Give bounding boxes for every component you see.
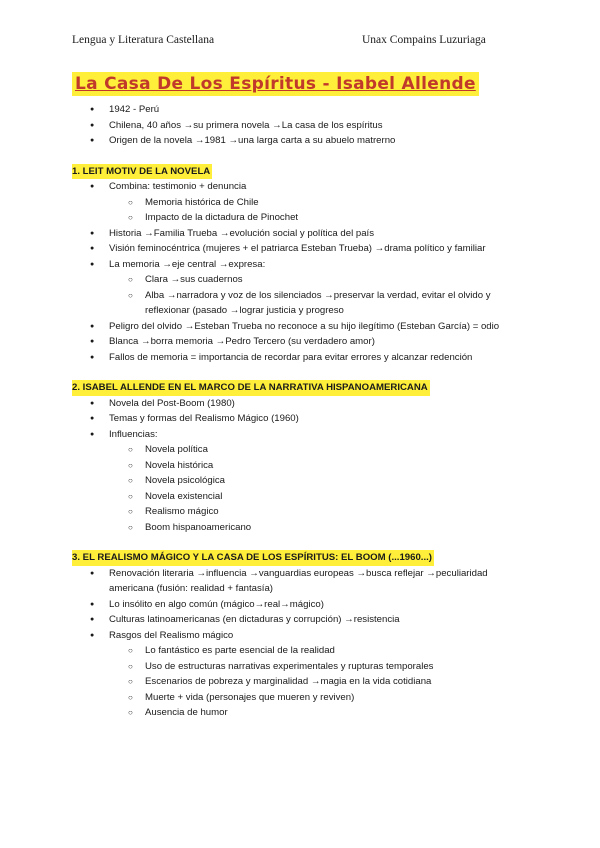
bullet-icon: ● — [90, 569, 95, 577]
bullet-icon: ● — [90, 338, 95, 345]
sub-list-item: ○ Novela existencial — [72, 489, 528, 505]
circle-bullet-icon: ○ — [128, 491, 133, 501]
section-3 — [72, 550, 528, 566]
circle-bullet-icon: ○ — [128, 476, 133, 485]
sub-list-item: ○ Realismo mágico — [72, 504, 528, 520]
section-2-list — [72, 396, 528, 536]
sub-list-item: ○ Ausencia de humor — [72, 705, 528, 721]
bullet-icon: ● — [90, 106, 95, 113]
section-1 — [72, 164, 528, 180]
list-item: ● Blanca →borra memoria →Pedro Tercero (su verdadero amor) — [72, 334, 528, 350]
bullet-icon: ● — [90, 600, 95, 608]
section-heading: 2. ISABEL ALLENDE EN EL MARCO DE LA NARRATIVA HISPANOAMERICANA — [72, 380, 430, 396]
bullet-icon: ● — [90, 229, 95, 237]
sub-list-item: ○ Novela política — [72, 442, 528, 458]
list-item: ● Temas y formas del Realismo Mágico (1960) — [72, 411, 528, 427]
circle-bullet-icon: ○ — [128, 661, 133, 671]
sub-list-item: ○ Escenarios de pobreza y marginalidad →magia en la vida cotidiana — [72, 674, 528, 690]
section-heading: 3. EL REALISMO MÁGICO Y LA CASA DE LOS ESPÍRITUS: EL BOOM (...1960...) — [72, 550, 434, 566]
circle-bullet-icon: ○ — [128, 708, 133, 717]
list-item: ● Visión feminocéntrica (mujeres + el patriarca Esteban Trueba) →drama político y familiar — [72, 241, 528, 257]
page-header — [72, 34, 528, 50]
header-author: Unax Compains Luzuriaga — [362, 34, 486, 46]
list-item: ● La memoria →eje central →expresa: — [72, 257, 528, 273]
sub-list-item: ○ Novela psicológica — [72, 473, 528, 489]
list-item: ● Origen de la novela →1981 →una larga carta a su abuelo matrerno — [72, 133, 528, 149]
circle-bullet-icon: ○ — [128, 507, 133, 516]
sub-list-item: ○ Clara →sus cuadernos — [72, 272, 528, 288]
list-item: ● Influencias: — [72, 427, 528, 443]
list-item: ● Historia →Familia Trueba →evolución social y política del país — [72, 226, 528, 242]
sub-list-item: ○ Muerte + vida (personajes que mueren y reviven) — [72, 690, 528, 706]
sub-list-item: ○ Alba →narradora y voz de los silenciados →preservar la verdad, evitar el olvido y reflexionar (pasado →lograr justicia y progreso — [128, 289, 491, 316]
circle-bullet-icon: ○ — [128, 646, 133, 655]
circle-bullet-icon: ○ — [128, 677, 133, 686]
list-item: ● Chilena, 40 años →su primera novela →La casa de los espíritus — [72, 118, 528, 134]
circle-bullet-icon: ○ — [128, 213, 133, 222]
bullet-icon: ● — [90, 121, 95, 129]
sub-list-item: ○ Uso de estructuras narrativas experimentales y rupturas temporales — [72, 659, 528, 675]
list-item: ● Fallos de memoria = importancia de recordar para evitar errores y alcanzar redención — [72, 350, 528, 366]
bullet-icon: ● — [90, 616, 95, 623]
document-body — [72, 102, 528, 721]
list-item: ● Lo insólito en algo común (mágico→real→mágico) — [72, 597, 528, 613]
list-item: ● Novela del Post-Boom (1980) — [72, 396, 528, 412]
circle-bullet-icon: ○ — [128, 460, 133, 470]
section-2 — [72, 380, 528, 396]
circle-bullet-icon: ○ — [128, 692, 133, 702]
intro-list — [72, 102, 528, 149]
sub-list-item: ○ Novela histórica — [72, 458, 528, 474]
list-item: ● 1942 - Perú — [72, 102, 528, 118]
list-item: ● Peligro del olvido →Esteban Trueba no reconoce a su hijo ilegítimo (Esteban García) = odio — [72, 319, 528, 335]
bullet-icon: ● — [90, 137, 95, 144]
bullet-icon: ● — [90, 430, 95, 438]
section-3-list — [72, 566, 528, 721]
sub-list-item: ○ Memoria histórica de Chile — [72, 195, 528, 211]
circle-bullet-icon: ○ — [128, 522, 133, 532]
circle-bullet-icon: ○ — [128, 445, 133, 454]
sub-list-item: ○ Boom hispanoamericano — [72, 520, 528, 536]
circle-bullet-icon: ○ — [128, 197, 133, 207]
document-title: La Casa De Los Espíritus - Isabel Allende — [72, 72, 479, 96]
list-item: ● Combina: testimonio + denuncia — [72, 179, 528, 195]
header-subject: Lengua y Literatura Castellana — [72, 34, 215, 46]
bullet-icon: ● — [90, 353, 95, 361]
bullet-icon: ● — [90, 322, 95, 330]
circle-bullet-icon: ○ — [128, 290, 133, 300]
bullet-icon: ● — [90, 183, 95, 190]
section-1-list — [72, 179, 528, 365]
bullet-icon: ● — [90, 415, 95, 422]
sub-list-item: ○ Impacto de la dictadura de Pinochet — [72, 210, 528, 226]
section-heading: 1. LEIT MOTIV DE LA NOVELA — [72, 164, 212, 180]
list-item: ● Renovación literaria →influencia →vanguardias europeas →busca reflejar →peculiaridad americana (fusión: realidad + fantasía) — [90, 567, 488, 594]
circle-bullet-icon: ○ — [128, 275, 133, 284]
bullet-icon: ● — [90, 245, 95, 252]
bullet-icon: ● — [90, 631, 95, 639]
bullet-icon: ● — [90, 260, 95, 268]
sub-list-item: ○ Lo fantástico es parte esencial de la realidad — [72, 643, 528, 659]
bullet-icon: ● — [90, 399, 95, 407]
list-item: ● Rasgos del Realismo mágico — [72, 628, 528, 644]
list-item: ● Culturas latinoamericanas (en dictaduras y corrupción) →resistencia — [72, 612, 528, 628]
